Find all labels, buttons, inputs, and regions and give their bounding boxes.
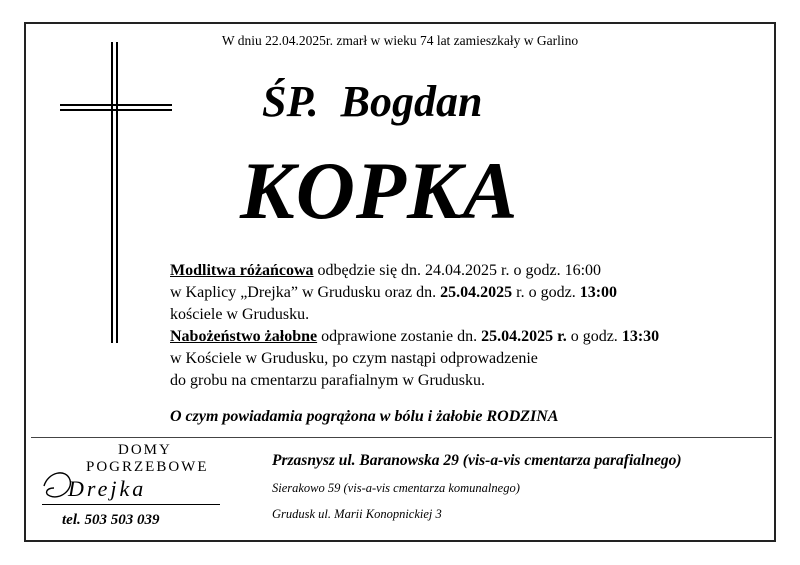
- procession-line: w Kościele w Grudusku, po czym nastąpi odprowadzenie: [170, 350, 538, 367]
- funeral-mass-line: Nabożeństwo żałobne odprawione zostanie dn. 25.04.2025 r. o godz. 13:30: [170, 328, 660, 345]
- rosary-line: Modlitwa różańcowa odbędzie się dn. 24.04.2025 r. o godz. 16:00: [170, 262, 602, 279]
- rosary-label: Modlitwa różańcowa: [170, 262, 314, 279]
- cross-vertical-bar-inner: [116, 42, 118, 343]
- location-second: Sierakowo 59 (vis-a-vis cmentarza komunalnego): [272, 481, 520, 495]
- logo-underline: [42, 504, 220, 505]
- location-third: Grudusk ul. Marii Konopnickiej 3: [272, 507, 442, 521]
- footer-divider: [31, 437, 772, 438]
- church-line: kościele w Grudusku.: [170, 306, 310, 323]
- logo-name: Drejka: [68, 476, 147, 501]
- cross-horizontal-bar-inner: [60, 109, 172, 111]
- phone-number: tel. 503 503 039: [62, 512, 160, 528]
- burial-line: do grobu na cmentarzu parafialnym w Grudusku.: [170, 372, 486, 389]
- logo-line-1: DOMY: [118, 442, 172, 458]
- funeral-mass-label: Nabożeństwo żałobne: [170, 328, 318, 345]
- funeral-home-logo: [40, 442, 220, 514]
- location-main: Przasnysz ul. Baranowska 29 (vis-a-vis cmentarza parafialnego): [272, 452, 682, 469]
- deceased-first-name: ŚP. Bogdan: [262, 77, 483, 126]
- deceased-surname: KOPKA: [240, 145, 519, 236]
- death-announcement: W dniu 22.04.2025r. zmarł w wieku 74 lat zamieszkały w Garlino: [221, 33, 579, 48]
- chapel-line: w Kaplicy „Drejka” w Grudusku oraz dn. 25.04.2025 r. o godz. 13:00: [170, 284, 618, 301]
- cross-horizontal-bar: [60, 104, 172, 106]
- family-closing: O czym powiadamia pogrążona w bólu i żałobie RODZINA: [170, 408, 559, 425]
- cross-vertical-bar: [111, 42, 113, 343]
- ceremony-details: [170, 260, 659, 392]
- logo-line-2: POGRZEBOWE: [86, 459, 209, 475]
